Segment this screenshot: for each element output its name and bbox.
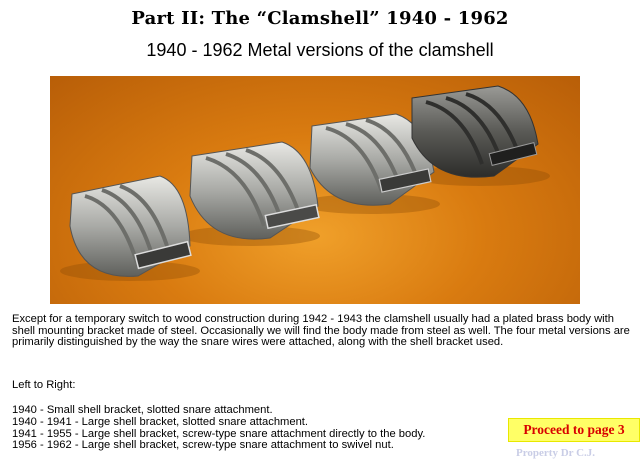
description-paragraph: Except for a temporary switch to wood construction during 1942 - 1943 the clamshell usually had a plated brass body with shell mounting bracket made of steel. Occasionally we will find the body made from steel as well. The four metal versions are primarily distinguished by the way the snare wires were attached, along with the shell bracket used.: [12, 313, 630, 348]
list-item: 1940 - 1941 - Large shell bracket, slotted snare attachment.: [12, 415, 309, 428]
list-item: 1940 - Small shell bracket, slotted snare attachment.: [12, 404, 273, 416]
list-item: 1956 - 1962 - Large shell bracket, screw-type snare attachment to swivel nut.: [12, 439, 394, 452]
watermark-text: Property Dr C.J.: [516, 447, 596, 459]
page-title: Part II: The “Clamshell” 1940 - 1962: [131, 8, 509, 29]
page-subtitle: 1940 - 1962 Metal versions of the clamshell: [146, 40, 494, 60]
clamshell-strainers-photo: [50, 76, 580, 304]
proceed-to-page-3-button[interactable]: Proceed to page 3: [508, 418, 640, 442]
versions-list: [12, 405, 425, 452]
left-to-right-label: Left to Right:: [12, 379, 76, 391]
strainer-1: [70, 176, 191, 276]
strainer-2: [190, 142, 319, 239]
photo-illustration: [50, 76, 580, 304]
list-item: 1941 - 1955 - Large shell bracket, screw-type snare attachment directly to the body.: [12, 427, 426, 440]
